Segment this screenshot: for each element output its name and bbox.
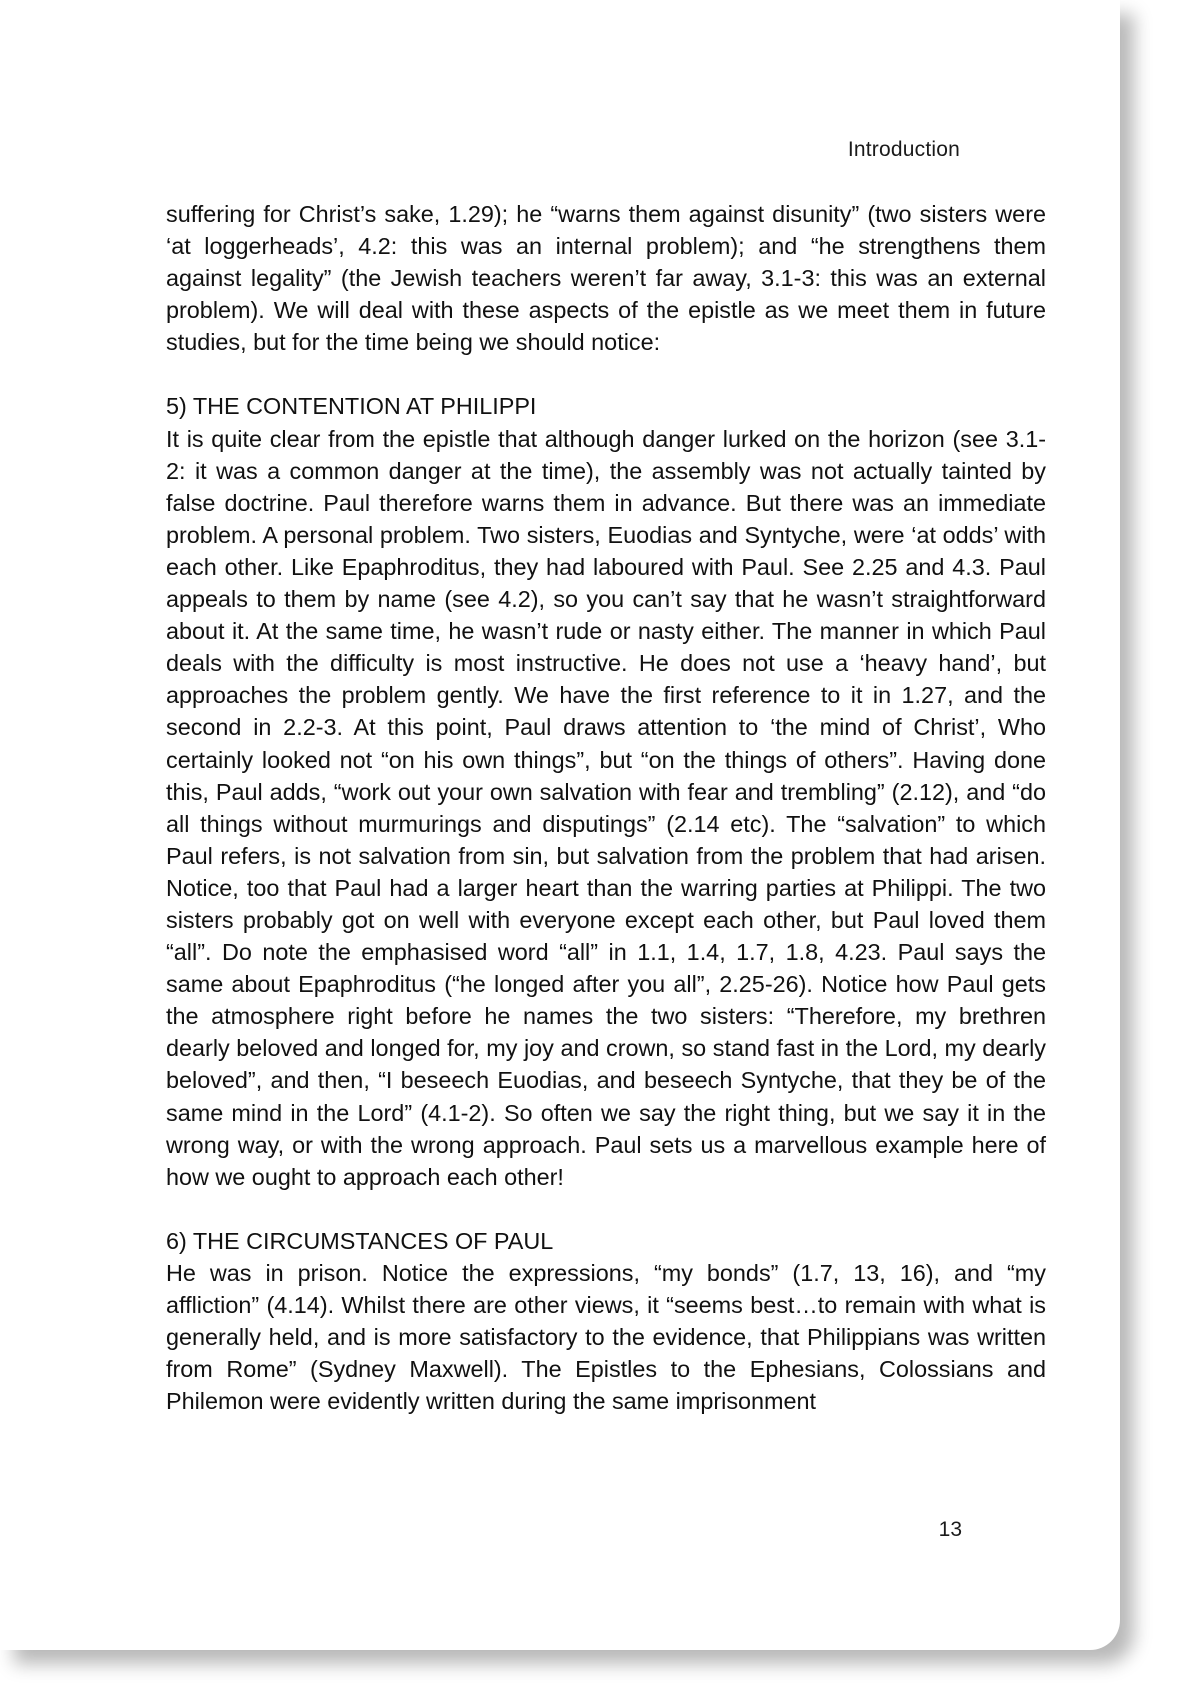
- section-circumstances: [166, 1225, 1046, 1418]
- body-text: [166, 198, 1046, 1417]
- section-heading: 5) THE CONTENTION AT PHILIPPI: [166, 393, 537, 420]
- running-head: Introduction: [847, 138, 960, 161]
- section-body: He was in prison. Notice the expressions, “my bonds” (1.7, 13, 16), and “my affliction” (4.14). Whilst there are other views, it “seems best…to remain with what is generally held, and is more satisfactory to the evidence, that Philippians was written from Rome” (Sydney Maxwell). The Epistles to the Ephesians, Colossians and Philemon were evidently written during the same imprisonment: [166, 1259, 1046, 1415]
- section-contention: [166, 390, 1046, 1192]
- page-number: 13: [938, 1518, 962, 1541]
- opening-paragraph: suffering for Christ’s sake, 1.29); he “warns them against disunity” (two sisters were ‘at loggerheads’, 4.2: this was an internal problem); and “he strengthens them against legality” (the Jewish teachers weren’t far away, 3.1-3: this was an external problem). We will deal with these aspects of the epistle as we meet them in future studies, but for the time being we should notice:: [166, 201, 1046, 356]
- section-heading: 6) THE CIRCUMSTANCES OF PAUL: [166, 1227, 554, 1254]
- section-body: It is quite clear from the epistle that although danger lurked on the horizon (see 3.1-2: it was a common danger at the time), the assembly was not actually tainted by false doctrine. Paul therefore warns them in advance. But there was an immediate problem. A personal problem. Two sisters, Euodias and Syntyche, were ‘at odds’ with each other. Like Epaphroditus, they had laboured with Paul. See 2.25 and 4.3. Paul appeals to them by name (see 4.2), so you can’t say that he wasn’t straightforward about it. At the same time, he wasn’t rude or nasty either. The manner in which Paul deals with the difficulty is most instructive. He does not use a ‘heavy hand’, but approaches the problem gently. We have the first reference to it in 1.27, and the second in 2.2-3. At this point, Paul draws attention to ‘the mind of Christ’, Who certainly looked not “on his own things”, but “on the things of others”. Having done this, Paul adds, “work out your own salvation with fear and trembling” (2.12), and “do all things without murmurings and disputings” (2.14 etc). The “salvation” to which Paul refers, is not salvation from sin, but salvation from the problem that had arisen. Notice, too that Paul had a larger heart than the warring parties at Philippi. The two sisters probably got on well with everyone except each other, but Paul loved them “all”. Do note the emphasised word “all” in 1.1, 1.4, 1.7, 1.8, 4.23. Paul says the same about Epaphroditus (“he longed after you all”, 2.25-26). Notice how Paul gets the atmosphere right before he names the two sisters: “Therefore, my brethren dearly beloved and longed for, my joy and crown, so stand fast in the Lord, my dearly beloved”, and then, “I beseech Euodias, and beseech Syntyche, that they be of the same mind in the Lord” (4.1-2). So often we say the right thing, but we say it in the wrong way, or with the wrong approach. Paul sets us a marvellous example here of how we ought to approach each other!: [166, 425, 1046, 1190]
